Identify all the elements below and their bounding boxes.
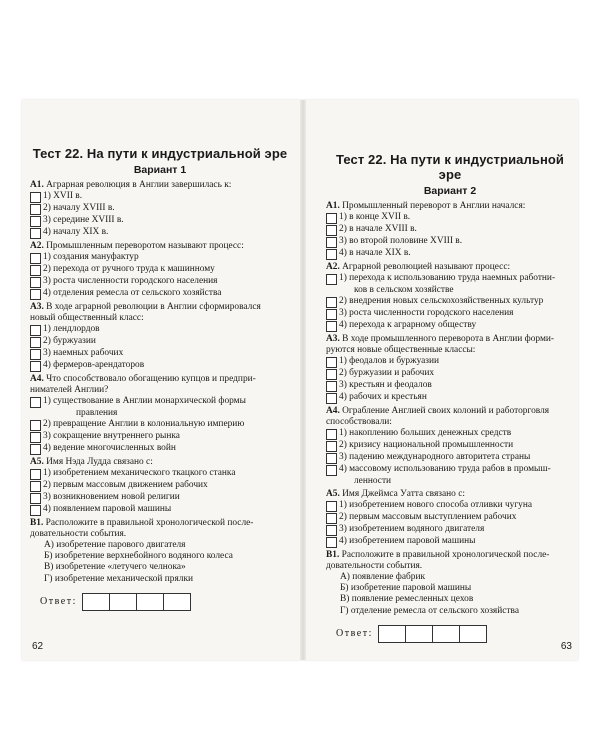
question-a1: А1. Промышленный переворот в Англии начался: [326, 201, 526, 211]
question-a2: А2. Промышленным переворотом называют процесс: [30, 241, 244, 251]
option-a3-2[interactable]: 2) буржуазии [30, 336, 290, 348]
checkbox[interactable] [326, 381, 337, 392]
option-b1-v: В) изобретение «летучего челнока» [44, 562, 186, 573]
option-a1-1[interactable]: 1) XVII в. [30, 191, 290, 203]
option-a5-1[interactable]: 1) изобретением механического ткацкого станка [30, 468, 290, 480]
option-a2-3[interactable]: 3) роста численности городского населения [326, 308, 574, 320]
checkbox[interactable] [30, 277, 41, 288]
option-a4-2[interactable]: 2) кризису национальной промышленности [326, 440, 574, 452]
option-a2-3[interactable]: 3) роста численности городского населения [30, 276, 290, 288]
question-a3: А3. В ходе аграрной революции в Англии сформировался новый общественный класс: [30, 302, 261, 323]
answer-row [336, 625, 574, 643]
option-a5-2[interactable]: 2) первым массовым движением рабочих [30, 480, 290, 492]
page-title: Тест 22. На пути к индустриальной эре [32, 146, 288, 161]
checkbox[interactable] [326, 537, 337, 548]
checkbox[interactable] [326, 237, 337, 248]
book-spread [22, 100, 578, 660]
option-a1-1[interactable]: 1) в конце XVII в. [326, 212, 574, 224]
option-b1-a: А) появление фабрик [340, 572, 426, 582]
option-a5-4[interactable]: 4) появлением паровой машины [30, 504, 290, 516]
checkbox[interactable] [30, 337, 41, 348]
option-a4-1-continuation: правления [76, 408, 118, 418]
checkbox[interactable] [30, 481, 41, 492]
question-a1: А1. Аграрная революция в Англии завершилась к: [30, 180, 232, 190]
checkbox[interactable] [326, 274, 337, 285]
checkbox[interactable] [30, 361, 41, 372]
checkbox[interactable] [326, 453, 337, 464]
option-a2-1[interactable]: 1) перехода к использованию труда наемных работни- [326, 273, 574, 285]
option-a3-4[interactable]: 4) фермеров-арендаторов [30, 360, 290, 372]
answer-cell[interactable] [459, 625, 487, 643]
checkbox[interactable] [30, 493, 41, 504]
option-a2-1[interactable]: 1) создания мануфактур [30, 252, 290, 264]
option-a4-4[interactable]: 4) массовому использованию труда рабов в промыш- [326, 464, 574, 476]
option-a1-3[interactable]: 3) во второй половине XVIII в. [326, 236, 574, 248]
question-b1: В1. Расположите в правильной хронологической после- довательности события. [30, 518, 254, 539]
checkbox[interactable] [326, 369, 337, 380]
checkbox[interactable] [326, 213, 337, 224]
answer-cell[interactable] [405, 625, 433, 643]
answer-cell[interactable] [432, 625, 460, 643]
page-number: 62 [32, 641, 44, 652]
variant-label: Вариант 2 [423, 185, 477, 197]
option-a5-3[interactable]: 3) изобретением водяного двигателя [326, 524, 574, 536]
checkbox[interactable] [326, 501, 337, 512]
checkbox[interactable] [326, 393, 337, 404]
option-a3-1[interactable]: 1) феодалов и буржуазии [326, 356, 574, 368]
answer-cell[interactable] [163, 593, 191, 611]
option-a1-4[interactable]: 4) началу XIX в. [30, 227, 290, 239]
answer-cell[interactable] [109, 593, 137, 611]
option-a4-1[interactable]: 1) существование в Англии монархической формы [30, 396, 290, 408]
checkbox[interactable] [30, 469, 41, 480]
right-page [308, 100, 578, 660]
option-a1-4[interactable]: 4) в начале XIX в. [326, 248, 574, 260]
variant-label: Вариант 1 [133, 164, 187, 176]
checkbox[interactable] [30, 192, 41, 203]
option-a2-4[interactable]: 4) перехода к аграрному обществу [326, 320, 574, 332]
option-b1-g: Г) отделение ремесла от сельского хозяйства [340, 605, 519, 616]
checkbox[interactable] [326, 309, 337, 320]
checkbox[interactable] [326, 321, 337, 332]
question-a2: А2. Аграрной революцией называют процесс: [326, 262, 511, 272]
right-page-content [326, 152, 574, 643]
answer-label: Ответ: [336, 628, 373, 640]
checkbox[interactable] [326, 465, 337, 476]
checkbox[interactable] [30, 253, 41, 264]
question-a4: А4. Ограбление Англией своих колоний и работорговля способствовали: [326, 406, 550, 427]
question-b1: В1. Расположите в правильной хронологической после- довательности события. [326, 550, 550, 571]
question-a3: А3. В ходе промышленного переворота в Англии форми- руются новые общественные классы: [326, 334, 555, 355]
option-a3-3[interactable]: 3) наемных рабочих [30, 348, 290, 360]
question-a4: А4. Что способствовало обогащению купцов и предпри- нимателей Англии? [30, 374, 256, 395]
option-a4-2[interactable]: 2) превращение Англии в колониальную империю [30, 419, 290, 431]
answer-cell[interactable] [82, 593, 110, 611]
option-a4-3[interactable]: 3) падению международного авторитета страны [326, 452, 574, 464]
answer-row [40, 593, 290, 611]
option-a5-1[interactable]: 1) изобретением нового способа отливки чугуна [326, 500, 574, 512]
checkbox[interactable] [30, 228, 41, 239]
checkbox[interactable] [30, 325, 41, 336]
option-a5-4[interactable]: 4) изобретением паровой машины [326, 536, 574, 548]
checkbox[interactable] [30, 397, 41, 408]
checkbox[interactable] [326, 429, 337, 440]
option-b1-g: Г) изобретение механической прялки [44, 573, 194, 584]
option-a5-3[interactable]: 3) возникновением новой религии [30, 492, 290, 504]
left-page [22, 100, 294, 660]
option-a2-1-continuation: ков в сельском хозяйстве [354, 285, 454, 295]
option-a3-2[interactable]: 2) буржуазии и рабочих [326, 368, 574, 380]
option-a5-2[interactable]: 2) первым массовым выступлением рабочих [326, 512, 574, 524]
checkbox[interactable] [30, 349, 41, 360]
checkbox[interactable] [326, 513, 337, 524]
option-a1-3[interactable]: 3) середине XVIII в. [30, 215, 290, 227]
option-a3-1[interactable]: 1) лендлордов [30, 324, 290, 336]
checkbox[interactable] [326, 525, 337, 536]
checkbox[interactable] [30, 505, 41, 516]
checkbox[interactable] [30, 289, 41, 300]
checkbox[interactable] [30, 420, 41, 431]
checkbox[interactable] [30, 432, 41, 443]
option-a4-3[interactable]: 3) сокращение внутреннего рынка [30, 431, 290, 443]
checkbox[interactable] [30, 204, 41, 215]
option-b1-v: В) появление ремесленных цехов [340, 594, 474, 605]
option-a4-4-continuation: ленности [354, 476, 392, 486]
left-page-content [30, 146, 290, 611]
page-title: Тест 22. На пути к индустриальной эре [335, 152, 565, 182]
option-a4-1[interactable]: 1) накоплению больших денежных средств [326, 428, 574, 440]
answer-cell[interactable] [136, 593, 164, 611]
answer-cell[interactable] [378, 625, 406, 643]
answer-label: Ответ: [40, 596, 77, 608]
option-a1-2[interactable]: 2) началу XVIII в. [30, 203, 290, 215]
option-a2-2[interactable]: 2) внедрения новых сельскохозяйственных культур [326, 296, 574, 308]
option-b1-b: Б) изобретение паровой машины [340, 583, 472, 594]
option-a2-2[interactable]: 2) перехода от ручного труда к машинному [30, 264, 290, 276]
option-a1-2[interactable]: 2) в начале XVIII в. [326, 224, 574, 236]
checkbox[interactable] [326, 249, 337, 260]
option-b1-b: Б) изобретение верхнебойного водяного колеса [44, 551, 233, 562]
checkbox[interactable] [326, 357, 337, 368]
checkbox[interactable] [30, 444, 41, 455]
question-a5: А5. Имя Джеймса Уатта связано с: [326, 489, 465, 499]
option-a2-4[interactable]: 4) отделения ремесла от сельского хозяйства [30, 288, 290, 300]
option-b1-a: А) изобретение парового двигателя [44, 540, 186, 550]
checkbox[interactable] [326, 297, 337, 308]
checkbox[interactable] [326, 225, 337, 236]
book-gutter [300, 100, 306, 660]
checkbox[interactable] [30, 265, 41, 276]
page-number: 63 [560, 641, 572, 652]
checkbox[interactable] [326, 441, 337, 452]
question-a5: А5. Имя Нэда Лудда связано с: [30, 457, 153, 467]
option-a3-3[interactable]: 3) крестьян и феодалов [326, 380, 574, 392]
checkbox[interactable] [30, 216, 41, 227]
option-a4-4[interactable]: 4) ведение многочисленных войн [30, 443, 290, 455]
option-a3-4[interactable]: 4) рабочих и крестьян [326, 392, 574, 404]
